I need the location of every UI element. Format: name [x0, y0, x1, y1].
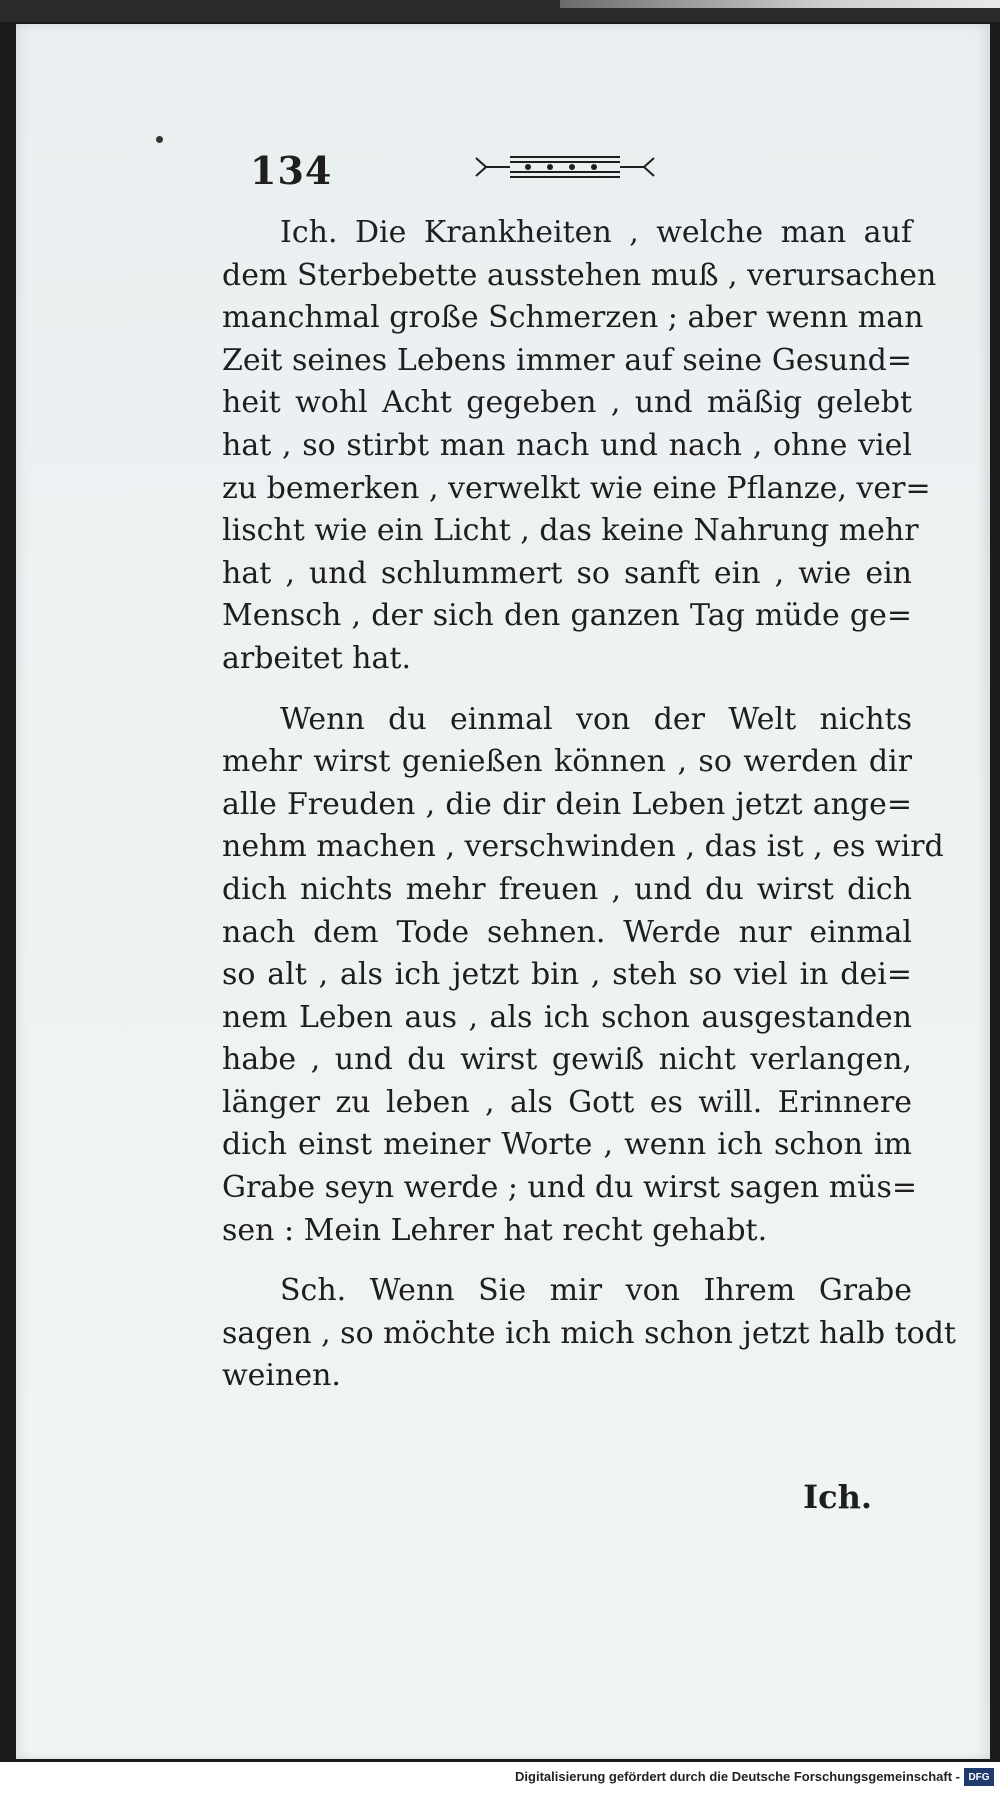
decorative-rule-ornament-icon	[470, 150, 660, 184]
text-line: manchmal große Schmerzen ; aber wenn man	[222, 300, 924, 336]
text-line: Zeit seines Lebens immer auf seine Gesund=	[222, 342, 912, 378]
text-line: habe , und du wirst gewiß nicht verlangen,	[222, 1042, 912, 1078]
book-edge	[560, 0, 1000, 8]
text-line: dich nichts mehr freuen , und du wirst dich	[222, 871, 912, 907]
funding-credit: Digitalisierung gefördert durch die Deutsche Forschungsgemeinschaft -	[515, 1769, 960, 1784]
text-line: dem Sterbebette ausstehen muß , verursachen	[222, 257, 937, 293]
page-body-text	[222, 212, 956, 1398]
text-line: alle Freuden , die dir dein Leben jetzt ange=	[222, 786, 912, 822]
text-line: nem Leben aus , als ich schon ausgestanden	[222, 999, 912, 1035]
page-number: 134	[250, 148, 333, 193]
scan-top-band	[0, 0, 1000, 22]
paragraph-gap	[222, 1252, 912, 1270]
text-line: zu bemerken , verwelkt wie eine Pflanze, ver=	[222, 470, 931, 506]
text-line: dich einst meiner Worte , wenn ich schon im	[222, 1127, 912, 1163]
paragraph	[222, 699, 944, 1253]
text-line: mehr wirst genießen können , so werden dir	[222, 744, 912, 780]
text-line: länger zu leben , als Gott es will. Erinnere	[222, 1084, 912, 1120]
text-line: Wenn du einmal von der Welt nichts	[280, 701, 912, 737]
text-line: nach dem Tode sehnen. Werde nur einmal	[222, 914, 912, 950]
text-line: Grabe seyn werde ; und du wirst sagen müs=	[222, 1170, 917, 1206]
text-line: nehm machen , verschwinden , das ist , es wird	[222, 829, 944, 865]
text-line: Ich. Die Krankheiten , welche man auf	[280, 215, 912, 250]
text-line: Mensch , der sich den ganzen Tag müde ge=	[222, 598, 912, 634]
paragraph	[222, 212, 937, 681]
paragraph	[222, 1270, 956, 1398]
paragraph-gap	[222, 681, 912, 699]
text-line: weinen.	[222, 1358, 341, 1394]
ink-speck	[156, 136, 163, 143]
text-line: arbeitet hat.	[222, 640, 411, 676]
text-line: sen : Mein Lehrer hat recht gehabt.	[222, 1212, 768, 1248]
text-line: Sch. Wenn Sie mir von Ihrem Grabe	[280, 1273, 912, 1309]
text-line: so alt , als ich jetzt bin , steh so viel in dei=	[222, 957, 912, 993]
text-line: sagen , so möchte ich mich schon jetzt halb todt	[222, 1315, 956, 1351]
text-line: hat , so stirbt man nach und nach , ohne viel	[222, 427, 912, 463]
text-line: lischt wie ein Licht , das keine Nahrung mehr	[222, 513, 919, 549]
digitization-footer	[0, 1762, 1000, 1795]
text-line: hat , und schlummert so sanft ein , wie ein	[222, 555, 912, 591]
text-line: heit wohl Acht gegeben , und mäßig gelebt	[222, 385, 912, 421]
dfg-logo: DFG	[964, 1768, 994, 1786]
catchword: Ich.	[803, 1478, 872, 1516]
